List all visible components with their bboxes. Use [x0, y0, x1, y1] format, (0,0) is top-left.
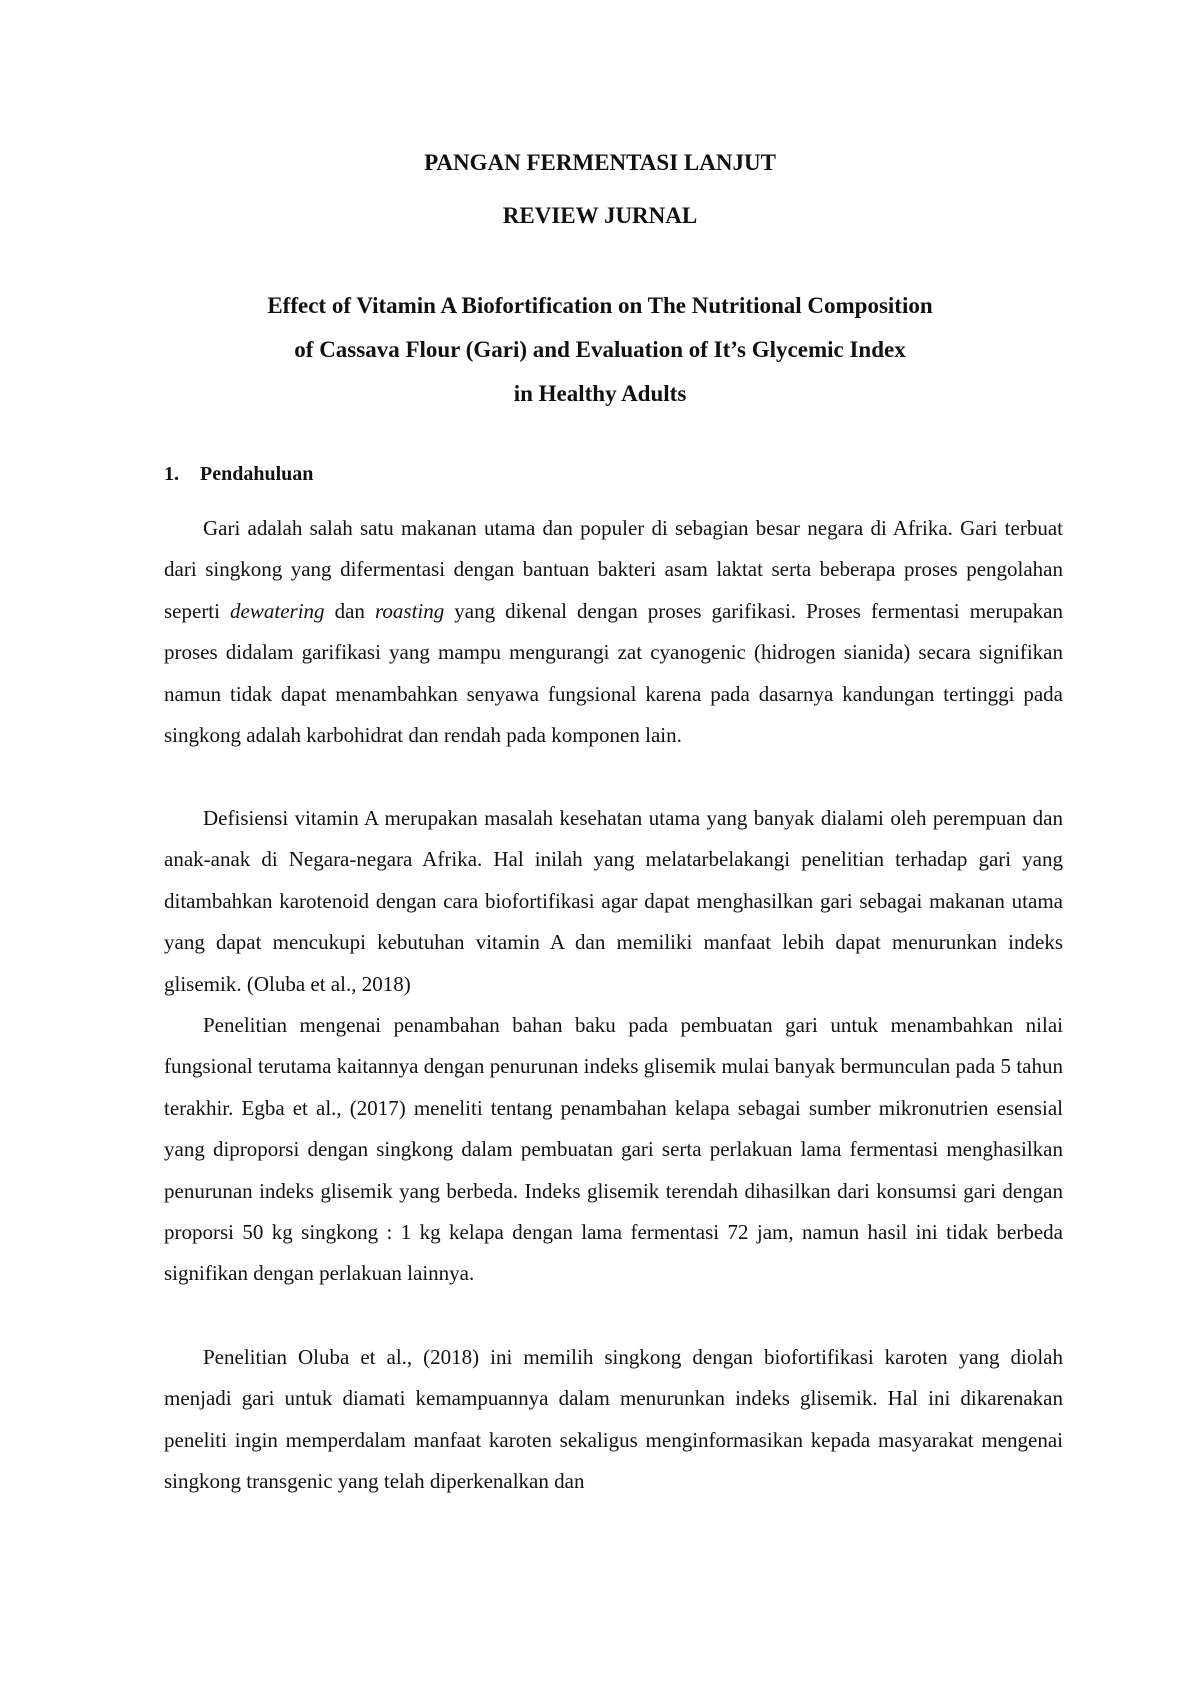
course-heading: PANGAN FERMENTASI LANJUT [424, 150, 776, 175]
section-heading [164, 463, 313, 486]
paper-title-line-1: Effect of Vitamin A Biofortification on The Nutritional Composition [267, 293, 933, 318]
paper-title-line-3: in Healthy Adults [513, 381, 687, 406]
section-number: 1. [164, 463, 179, 485]
term-dewatering: dewatering [230, 598, 325, 623]
paragraph-4: Penelitian Oluba et al., (2018) ini memilih singkong dengan biofortifikasi karoten yang diolah menjadi gari untuk diamati kemampuannya dalam menurunkan indeks glisemik. Hal ini dikarenakan peneliti ingin memperdalam manfaat karoten sekaligus menginformasikan kepada masyarakat mengenai singkong transgenic yang telah diperkenalkan dan [164, 1345, 1063, 1494]
paper-title-line-2: of Cassava Flour (Gari) and Evaluation of It’s Glycemic Index [294, 337, 906, 362]
term-roasting: roasting [375, 598, 445, 623]
paragraph-3: Penelitian mengenai penambahan bahan baku pada pembuatan gari untuk menambahkan nilai fungsional terutama kaitannya dengan penurunan indeks glisemik mulai banyak bermunculan pada 5 tahun terakhir. Egba et al., (2017) meneliti tentang penambahan kelapa sebagai sumber mikronutrien esensial yang diproporsi dengan singkong dalam pembuatan gari serta perlakuan lama fermentasi menghasilkan penurunan indeks glisemik yang berbeda. Indeks glisemik terendah dihasilkan dari konsumsi gari dengan proporsi 50 kg singkong : 1 kg kelapa dengan lama fermentasi 72 jam, namun hasil ini tidak berbeda signifikan dengan perlakuan lainnya. [164, 1013, 1063, 1286]
section-label: Pendahuluan [200, 463, 314, 485]
paragraph-1 [164, 508, 1063, 756]
document-type-heading: REVIEW JURNAL [502, 203, 698, 228]
paragraph-2: Defisiensi vitamin A merupakan masalah kesehatan utama yang banyak dialami oleh perempuan dan anak-anak di Negara-negara Afrika. Hal inilah yang melatarbelakangi penelitian terhadap gari yang ditambahkan karotenoid dengan cara biofortifikasi agar dapat menghasilkan gari sebagai makanan utama yang dapat mencukupi kebutuhan vitamin A dan memiliki manfaat lebih dapat menurunkan indeks glisemik. (Oluba et al., 2018) [164, 806, 1063, 996]
paragraph-1-text-a: Gari adalah salah satu makanan utama dan populer di sebagian besar negara di Afrika. Gari terbuat dari singkong yang difermentasi dengan bantuan bakteri asam laktat serta beberapa proses pengolahan seperti [164, 516, 1063, 623]
paragraph-1-text-b: dan [324, 598, 375, 623]
paragraph-1-text-c: yang dikenal dengan proses garifikasi. Proses fermentasi merupakan proses didalam garifikasi yang mampu mengurangi zat cyanogenic (hidrogen sianida) secara signifikan namun tidak dapat menambahkan senyawa fungsional karena pada dasarnya kandungan tertinggi pada singkong adalah karbohidrat dan rendah pada komponen lain. [164, 598, 1063, 748]
